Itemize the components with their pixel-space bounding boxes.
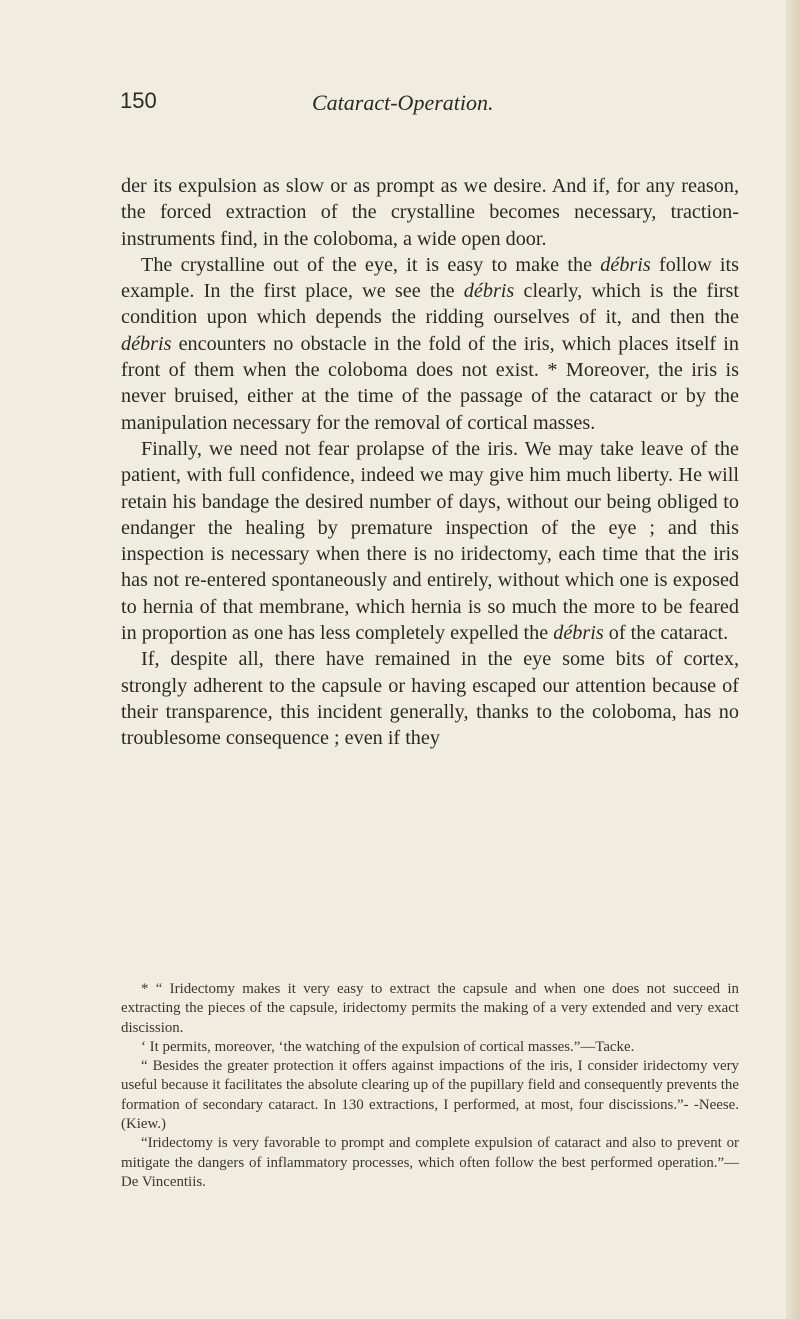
running-head: Cataract-Operation. [312,90,494,115]
footnote-4: “Iridectomy is very favorable to prompt and complete expulsion of cataract and also to prevent or mitigate the dangers of inflammatory processes, which often follow the best performed operation.”—De Vincentiis. [121,1135,739,1190]
page-number: 150 [120,88,157,113]
paragraph-2-text: follow its example. In the first place, we see the [121,253,739,303]
paragraph-3 [121,436,739,646]
paragraph-2-text: clearly, which is the first condition upon which depends the ridding ourselves of it, and then the [121,280,739,329]
paragraph-2-text: The crystalline out of the eye, it is easy to make the [141,253,601,276]
paragraph-3-text: Finally, we need not fear prolapse of the iris. We may take leave of the patient, with full confidence, indeed we may give him much liberty. He will retain his bandage the desired number of days, without our being obliged to endanger the healing by premature inspection of the eye ; and this inspection is necessary when there is no iridectomy, each time that the iris has not re-entered spontaneously and entirely, without which one is exposed to hernia of that membrane, which hernia is so much the more to be feared in proportion as one has less completely expelled the [121,437,739,645]
body-text [121,173,739,752]
paragraph-2-text: encounters no obstacle in the fold of the iris, which places itself in front of them when the coloboma does not exist. * Moreover, the iris is never bruised, either at the time of the passage of the cataract or by the manipulation necessary for the removal of cortical masses. [121,332,739,434]
footnotes [121,980,739,1192]
footnote-3: “ Besides the greater protection it offers against impactions of the iris, I consider iridectomy very useful because it facilitates the absolute clearing up of the pupillary field and consequently prevents the formation of secondary cataract. In 130 extractions, I performed, at most, four discissions.”- -Neese. (Kiew.) [121,1058,739,1133]
paragraph-1 [121,173,739,252]
paragraph-4 [121,646,739,751]
italic-debris: débris [600,253,651,276]
paragraph-4-text: If, despite all, there have remained in the eye some bits of cortex, strongly adherent to the capsule or having escaped our attention because of their transparence, this incident generally, thanks to the coloboma, has no troublesome consequence ; even if they [121,648,739,750]
italic-debris: débris [121,332,172,355]
italic-debris: débris [553,622,604,645]
footnote-2: ‘ It permits, moreover, ‘the watching of the expulsion of cortical masses.”—Tacke. [141,1038,635,1055]
paragraph-2 [121,252,739,436]
footnote-1: * “ Iridectomy makes it very easy to extract the capsule and when one does not succeed in extracting the pieces of the capsule, iridectomy permits the making of a very extended and very exact discission. [121,981,739,1036]
paragraph-1-text: der its expulsion as slow or as prompt as we desire. And if, for any reason, the forced extraction of the crystalline becomes necessary, traction-instruments find, in the coloboma, a wide open door. [121,175,739,250]
page-edge-shadow [786,0,800,1319]
paragraph-3-text: of the cataract. [603,622,729,645]
italic-debris: débris [463,280,515,303]
page-header [0,88,800,128]
